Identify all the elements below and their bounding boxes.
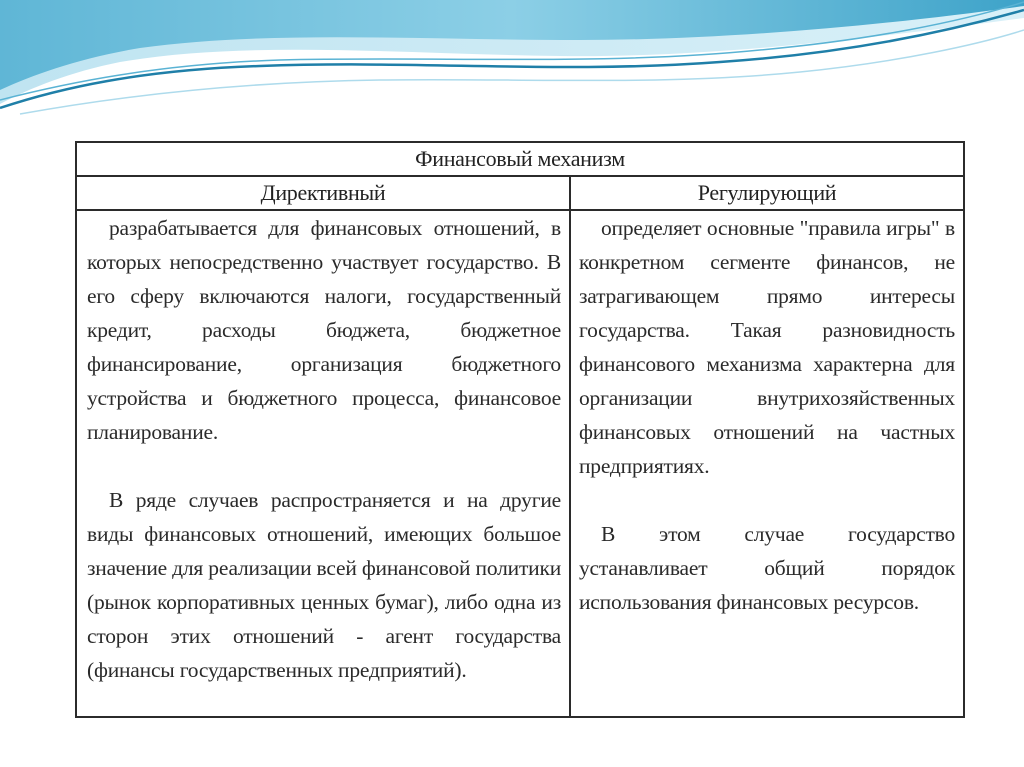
regulating-paragraph-1: определяет основные "правила игры" в конкретном сегменте финансов, не затрагивающем прямо интересы государства. Такая разновидность финансового механизма характерна для организации внутрихозяйственных финансовых отношений на частных предприятиях. bbox=[579, 216, 955, 478]
table-title: Финансовый механизм bbox=[77, 143, 963, 177]
directive-paragraph-1: разрабатывается для финансовых отношений, в которых непосредственно участвует государство. В его сферу включаются налоги, государственный кредит, расходы бюджета, бюджетное финансирование, организация бюджетного устройства и бюджетного процесса, финансовое планирование. bbox=[87, 216, 561, 444]
directive-paragraph-2: В ряде случаев распространяется и на другие виды финансовых отношений, имеющих большое значение для реализации всей финансовой политики (рынок корпоративных ценных бумаг), либо одна из сторон этих отношений - агент государства (финансы государственных предприятий). bbox=[87, 488, 561, 682]
financial-mechanism-table bbox=[75, 141, 965, 718]
column-header-regulating: Регулирующий bbox=[697, 180, 837, 205]
table-body-row bbox=[77, 211, 963, 716]
regulating-cell bbox=[571, 211, 963, 716]
paragraph-gap bbox=[579, 483, 955, 517]
table-header-row bbox=[77, 177, 963, 211]
directive-cell bbox=[77, 211, 571, 716]
decorative-wave bbox=[0, 0, 1024, 130]
paragraph-gap bbox=[87, 449, 561, 483]
regulating-paragraph-2: В этом случае государство устанавливает общий порядок использования финансовых ресурсов. bbox=[579, 522, 955, 614]
column-header-directive: Директивный bbox=[77, 177, 571, 209]
